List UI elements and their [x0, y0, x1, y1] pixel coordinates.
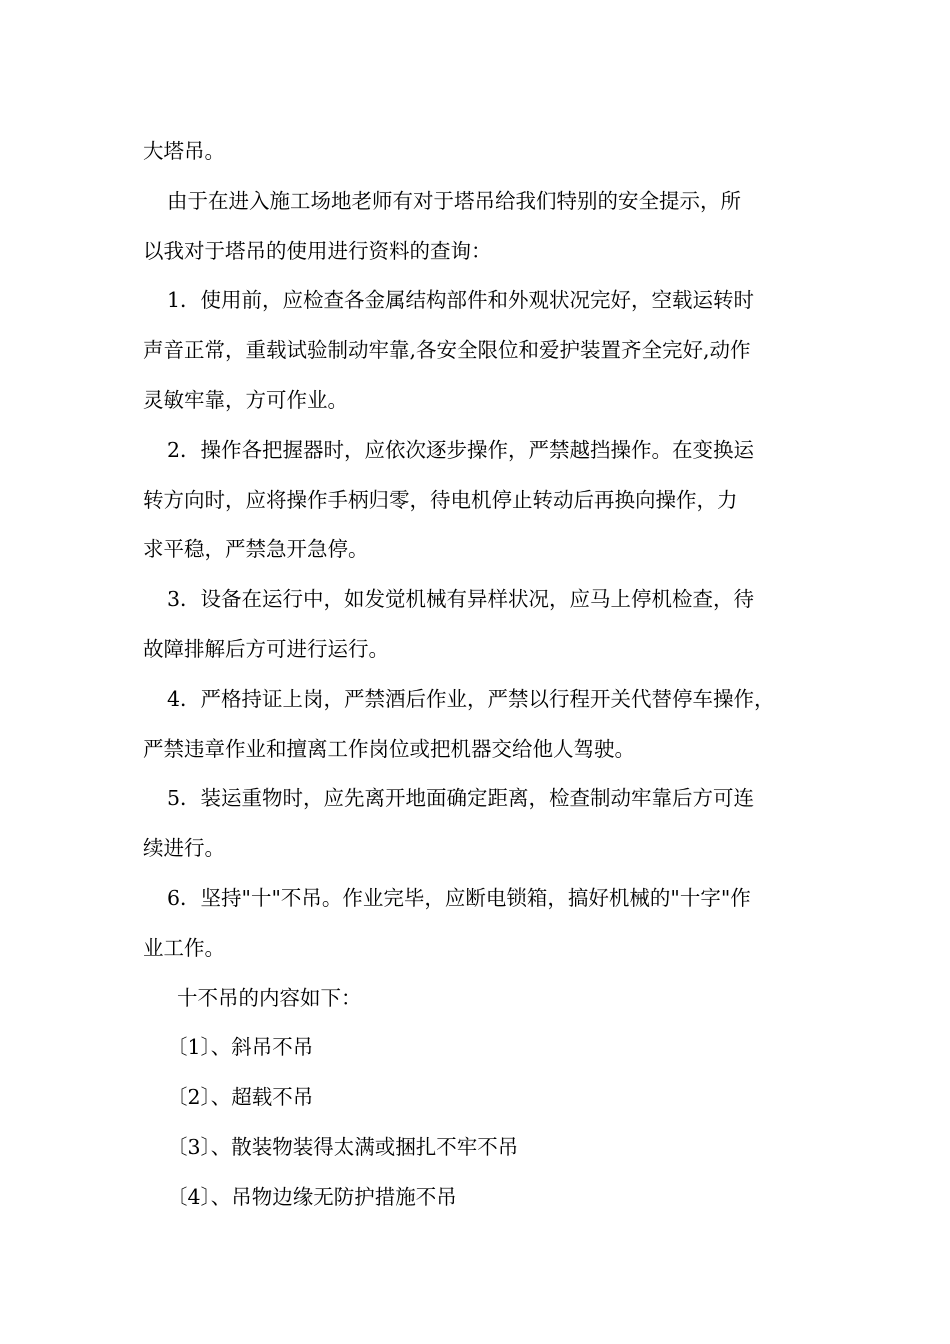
rule-item-2: 〔2〕、超载不吊: [167, 1085, 314, 1110]
text-line: 以我对于塔吊的使用进行资料的查询：: [143, 238, 492, 263]
text-line: 转方向时，应将操作手柄归零，待电机停止转动后再换向操作，力: [143, 487, 738, 512]
list-item-6: 6．坚持"十"不吊。作业完毕，应断电锁箱，搞好机械的"十字"作: [167, 885, 751, 910]
text-line: 续进行。: [143, 836, 225, 861]
list-item-5: 5．装运重物时，应先离开地面确定距离，检查制动牢靠后方可连: [167, 786, 755, 811]
rule-item-3: 〔3〕、散装物装得太满或捆扎不牢不吊: [167, 1134, 519, 1159]
text-line: 求平稳，严禁急开急停。: [143, 537, 369, 562]
text-line: 灵敏牢靠，方可作业。: [143, 387, 348, 412]
subheading: 十不吊的内容如下：: [177, 985, 362, 1010]
text-line: 故障排解后方可进行运行。: [143, 636, 389, 661]
paragraph-intro: 由于在进入施工场地老师有对于塔吊给我们特别的安全提示，所: [167, 188, 741, 213]
list-item-2: 2．操作各把握器时，应依次逐步操作，严禁越挡操作。在变换运: [167, 437, 755, 462]
rule-item-4: 〔4〕、吊物边缘无防护措施不吊: [167, 1184, 457, 1209]
text-line: 声音正常，重载试验制动牢靠,各安全限位和爱护装置齐全完好,动作: [143, 338, 751, 363]
text-line: 严禁违章作业和擅离工作岗位或把机器交给他人驾驶。: [143, 736, 635, 761]
text-line: 业工作。: [143, 935, 225, 960]
rule-item-1: 〔1〕、斜吊不吊: [167, 1035, 314, 1060]
list-item-1: 1．使用前，应检查各金属结构部件和外观状况完好，空载运转时: [167, 288, 755, 313]
document-body: [143, 127, 828, 1223]
list-item-4: 4．严格持证上岗，严禁酒后作业，严禁以行程开关代替停车操作，: [167, 686, 775, 711]
text-line: 大塔吊。: [143, 139, 225, 163]
list-item-3: 3．设备在运行中，如发觉机械有异样状况，应马上停机检查，待: [167, 587, 755, 612]
